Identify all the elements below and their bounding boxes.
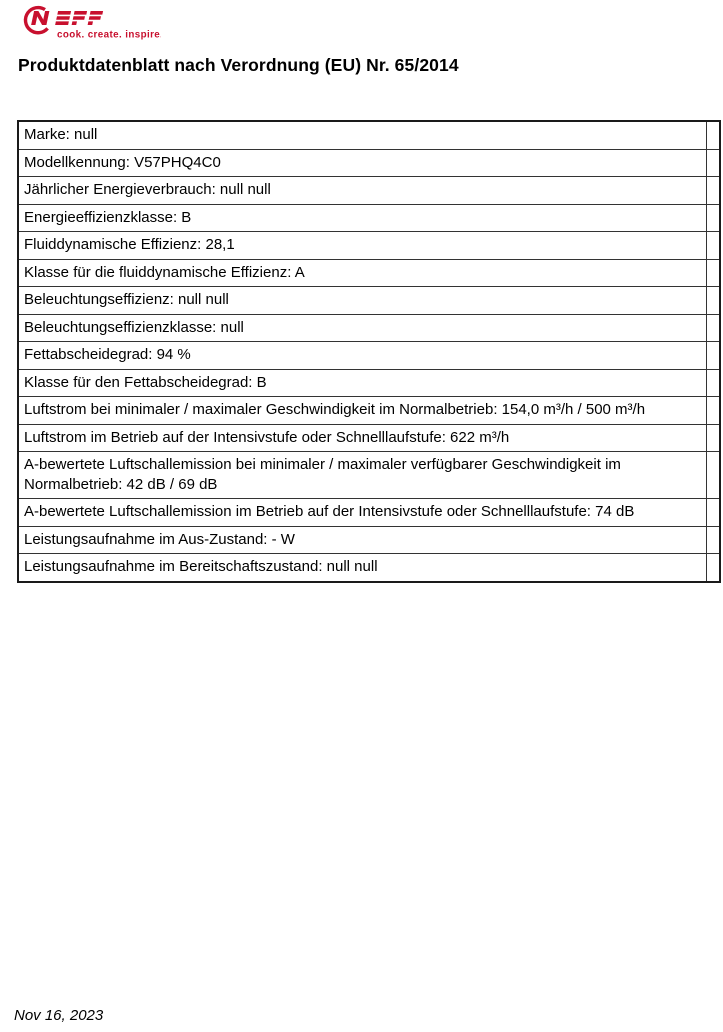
- row-text: A-bewertete Luftschallemission im Betrieb auf der Intensivstufe oder Schnelllaufstufe: 74 dB: [18, 499, 707, 527]
- row-spacer: [707, 554, 721, 582]
- logo-tagline: cook. create. inspire.: [57, 29, 161, 41]
- row-text: Modellkennung: V57PHQ4C0: [18, 149, 707, 177]
- row-spacer: [707, 259, 721, 287]
- row-text: Luftstrom bei minimaler / maximaler Geschwindigkeit im Normalbetrieb: 154,0 m³/h / 500 m³/h: [18, 397, 707, 425]
- row-spacer: [707, 177, 721, 205]
- product-datasheet-table: [17, 120, 721, 583]
- product-table-body: [18, 121, 720, 582]
- neff-logo-icon: [11, 2, 161, 44]
- table-row: [18, 499, 720, 527]
- row-spacer: [707, 149, 721, 177]
- table-row: [18, 397, 720, 425]
- table-row: [18, 314, 720, 342]
- table-row: [18, 526, 720, 554]
- table-row: [18, 232, 720, 260]
- row-text: Jährlicher Energieverbrauch: null null: [18, 177, 707, 205]
- table-row: [18, 149, 720, 177]
- table-row: [18, 369, 720, 397]
- row-text: A-bewertete Luftschallemission bei minimaler / maximaler verfügbarer Geschwindigkeit im Normalbetrieb: 42 dB / 69 dB: [18, 452, 707, 499]
- row-text: Klasse für den Fettabscheidegrad: B: [18, 369, 707, 397]
- row-spacer: [707, 204, 721, 232]
- row-text: Klasse für die fluiddynamische Effizienz: A: [18, 259, 707, 287]
- row-text: Energieeffizienzklasse: B: [18, 204, 707, 232]
- row-spacer: [707, 452, 721, 499]
- row-spacer: [707, 526, 721, 554]
- row-text: Fettabscheidegrad: 94 %: [18, 342, 707, 370]
- neff-wordmark: [31, 11, 103, 25]
- table-row: [18, 554, 720, 582]
- table-row: [18, 342, 720, 370]
- table-row: [18, 204, 720, 232]
- row-spacer: [707, 287, 721, 315]
- neff-logo: [11, 2, 161, 44]
- row-spacer: [707, 314, 721, 342]
- row-text: Leistungsaufnahme im Bereitschaftszustand: null null: [18, 554, 707, 582]
- footer-date: Nov 16, 2023: [14, 1007, 104, 1024]
- row-spacer: [707, 499, 721, 527]
- table-row: [18, 424, 720, 452]
- table-row: [18, 177, 720, 205]
- row-spacer: [707, 232, 721, 260]
- table-row: [18, 452, 720, 499]
- row-spacer: [707, 342, 721, 370]
- row-text: Leistungsaufnahme im Aus-Zustand: - W: [18, 526, 707, 554]
- row-spacer: [707, 369, 721, 397]
- row-text: Marke: null: [18, 121, 707, 149]
- table-row: [18, 259, 720, 287]
- row-spacer: [707, 424, 721, 452]
- row-text: Beleuchtungseffizienzklasse: null: [18, 314, 707, 342]
- row-text: Luftstrom im Betrieb auf der Intensivstufe oder Schnelllaufstufe: 622 m³/h: [18, 424, 707, 452]
- row-spacer: [707, 397, 721, 425]
- table-row: [18, 121, 720, 149]
- page-title: Produktdatenblatt nach Verordnung (EU) Nr. 65/2014: [18, 55, 459, 75]
- row-spacer: [707, 121, 721, 149]
- row-text: Fluiddynamische Effizienz: 28,1: [18, 232, 707, 260]
- table-row: [18, 287, 720, 315]
- row-text: Beleuchtungseffizienz: null null: [18, 287, 707, 315]
